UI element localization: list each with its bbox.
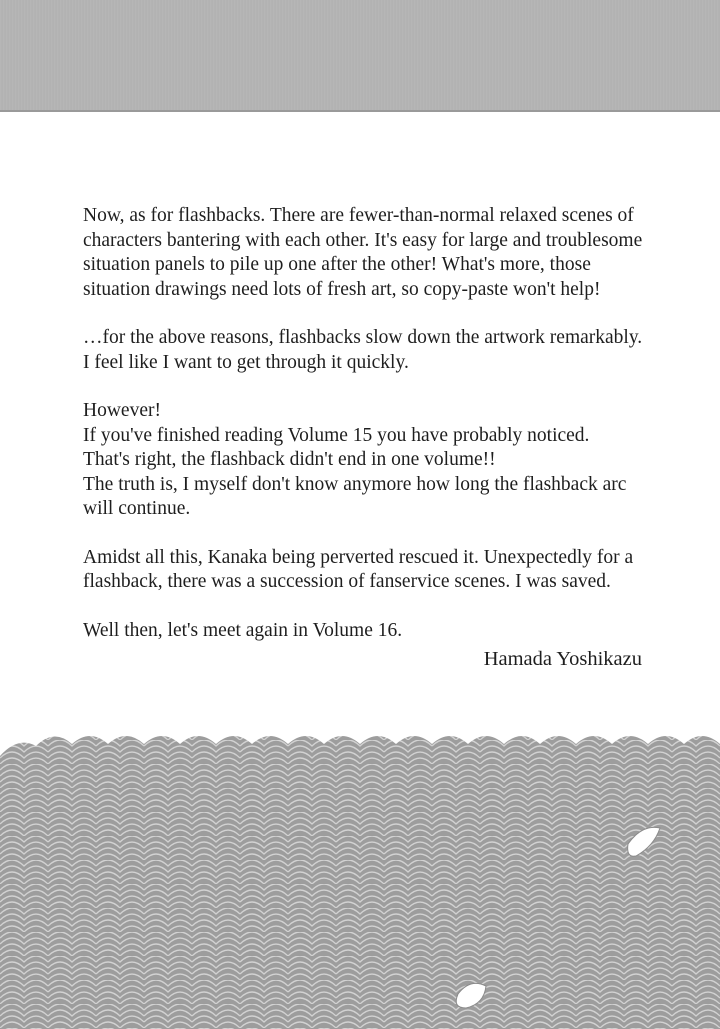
paragraph-however	[83, 399, 683, 522]
text-line: That's right, the flashback didn't end in one volume!!	[83, 449, 496, 470]
text-line: situation panels to pile up one after the other! What's more, those	[83, 254, 591, 275]
paragraph-kanaka	[83, 546, 683, 595]
paragraph-reasons	[83, 326, 683, 375]
text-line: However!	[83, 400, 161, 421]
paragraph-farewell	[83, 619, 683, 644]
text-line: Well then, let's meet again in Volume 16.	[83, 619, 403, 641]
text-line: I feel like I want to get through it quickly.	[83, 351, 409, 373]
author-signature: Hamada Yoshikazu	[483, 648, 642, 670]
seigaiha-wave-pattern	[0, 716, 720, 1029]
screentone-top-band	[0, 0, 720, 112]
paragraph-flashbacks	[83, 204, 683, 302]
text-line: will continue.	[83, 498, 191, 519]
text-line: The truth is, I myself don't know anymore how long the flashback arc	[83, 473, 627, 495]
afterword-text	[83, 204, 683, 667]
text-line: flashback, there was a succession of fanservice scenes. I was saved.	[83, 571, 611, 592]
text-line: …for the above reasons, flashbacks slow down the artwork remarkably.	[83, 327, 643, 348]
text-line: Amidst all this, Kanaka being perverted rescued it. Unexpectedly for a	[83, 546, 634, 568]
text-line: characters bantering with each other. It's easy for large and troublesome	[83, 229, 643, 251]
text-line: Now, as for flashbacks. There are fewer-than-normal relaxed scenes of	[83, 205, 634, 226]
text-line: If you've finished reading Volume 15 you have probably noticed.	[83, 424, 590, 446]
text-line: situation drawings need lots of fresh art, so copy-paste won't help!	[83, 278, 601, 300]
